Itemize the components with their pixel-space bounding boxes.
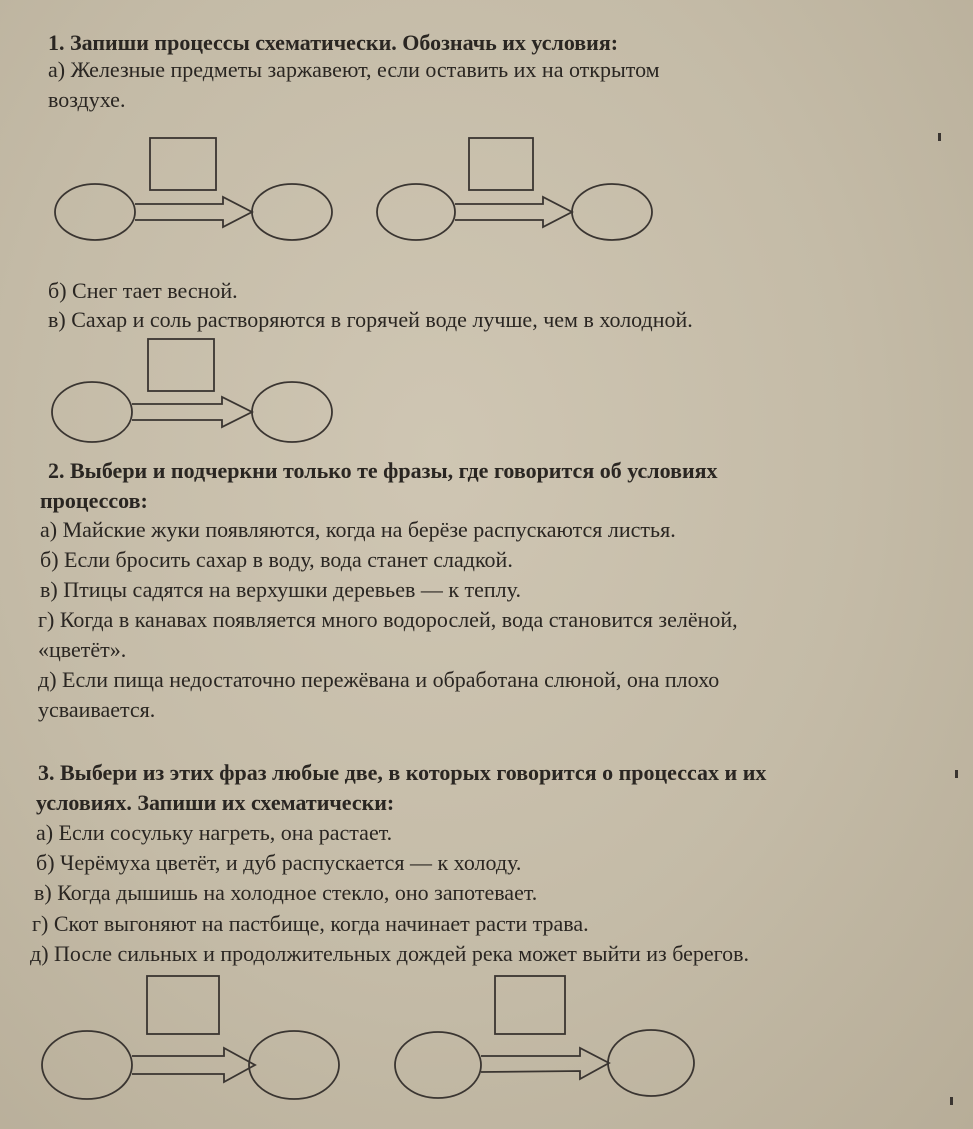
start-oval	[55, 184, 135, 240]
task2-item-a: а) Майские жуки появляются, когда на берёзе распускаются листья.	[40, 517, 676, 542]
process-scheme[interactable]	[52, 338, 337, 446]
task2-item-d-line1: г) Когда в канавах появляется много водорослей, вода становится зелёной,	[38, 607, 738, 632]
arrow	[132, 1048, 255, 1082]
task3-item-d: г) Скот выгоняют на пастбище, когда начинает расти трава.	[32, 911, 589, 936]
task1-item-a-line2: воздухе.	[48, 87, 126, 112]
paper-speck	[955, 770, 958, 778]
task2-item-e-line2: усваивается.	[38, 697, 156, 722]
process-scheme[interactable]	[55, 137, 335, 242]
paper-speck	[950, 1097, 953, 1105]
condition-box	[148, 339, 214, 391]
end-oval	[249, 1031, 339, 1099]
paper-speck	[938, 133, 941, 141]
arrow	[455, 197, 572, 227]
arrow	[132, 397, 252, 427]
task2-item-b: б) Если бросить сахар в воду, вода станет сладкой.	[40, 547, 513, 572]
process-scheme[interactable]	[377, 137, 657, 242]
task1-title: 1. Запиши процессы схематически. Обозначь их условия:	[48, 30, 619, 55]
task3-title-line1: 3. Выбери из этих фраз любые две, в которых говорится о процессах и их	[38, 760, 767, 785]
condition-box	[469, 138, 533, 190]
start-oval	[52, 382, 132, 442]
process-scheme[interactable]	[42, 975, 342, 1103]
end-oval	[252, 184, 332, 240]
task2-title-line1	[48, 458, 901, 484]
task3-item-b: б) Черёмуха цветёт, и дуб распускается — к холоду.	[36, 850, 522, 875]
end-oval	[608, 1030, 694, 1096]
start-oval	[377, 184, 455, 240]
condition-box	[147, 976, 219, 1034]
start-oval	[395, 1032, 481, 1098]
task2-item-c: в) Птицы садятся на верхушки деревьев — к теплу.	[40, 577, 521, 602]
task3-item-c: в) Когда дышишь на холодное стекло, оно запотевает.	[34, 880, 538, 905]
arrow	[135, 197, 252, 227]
task2-title-text: 2. Выбери и подчеркни только те фразы, где говорится об условиях	[48, 458, 718, 483]
task3-item-e: д) После сильных и продолжительных дождей река может выйти из берегов.	[30, 941, 749, 966]
task1-item-b: б) Снег тает весной.	[48, 278, 238, 303]
task3-title-line2: условиях. Запиши их схематически:	[36, 790, 395, 815]
task3-item-a: а) Если сосульку нагреть, она растает.	[36, 820, 393, 845]
end-oval	[572, 184, 652, 240]
task2-title-line2: процессов:	[40, 488, 148, 513]
end-oval	[252, 382, 332, 442]
condition-box	[495, 976, 565, 1034]
process-scheme[interactable]	[395, 975, 700, 1103]
task2-item-e-line1: д) Если пища недостаточно пережёвана и обработана слюной, она плохо	[38, 667, 720, 692]
start-oval	[42, 1031, 132, 1099]
task2-item-d-line2: «цветёт».	[38, 637, 127, 662]
task1-item-c: в) Сахар и соль растворяются в горячей воде лучше, чем в холодной.	[48, 307, 693, 332]
arrow	[481, 1048, 609, 1079]
condition-box	[150, 138, 216, 190]
task1-item-a-line1: а) Железные предметы заржавеют, если оставить их на открытом	[48, 57, 660, 82]
